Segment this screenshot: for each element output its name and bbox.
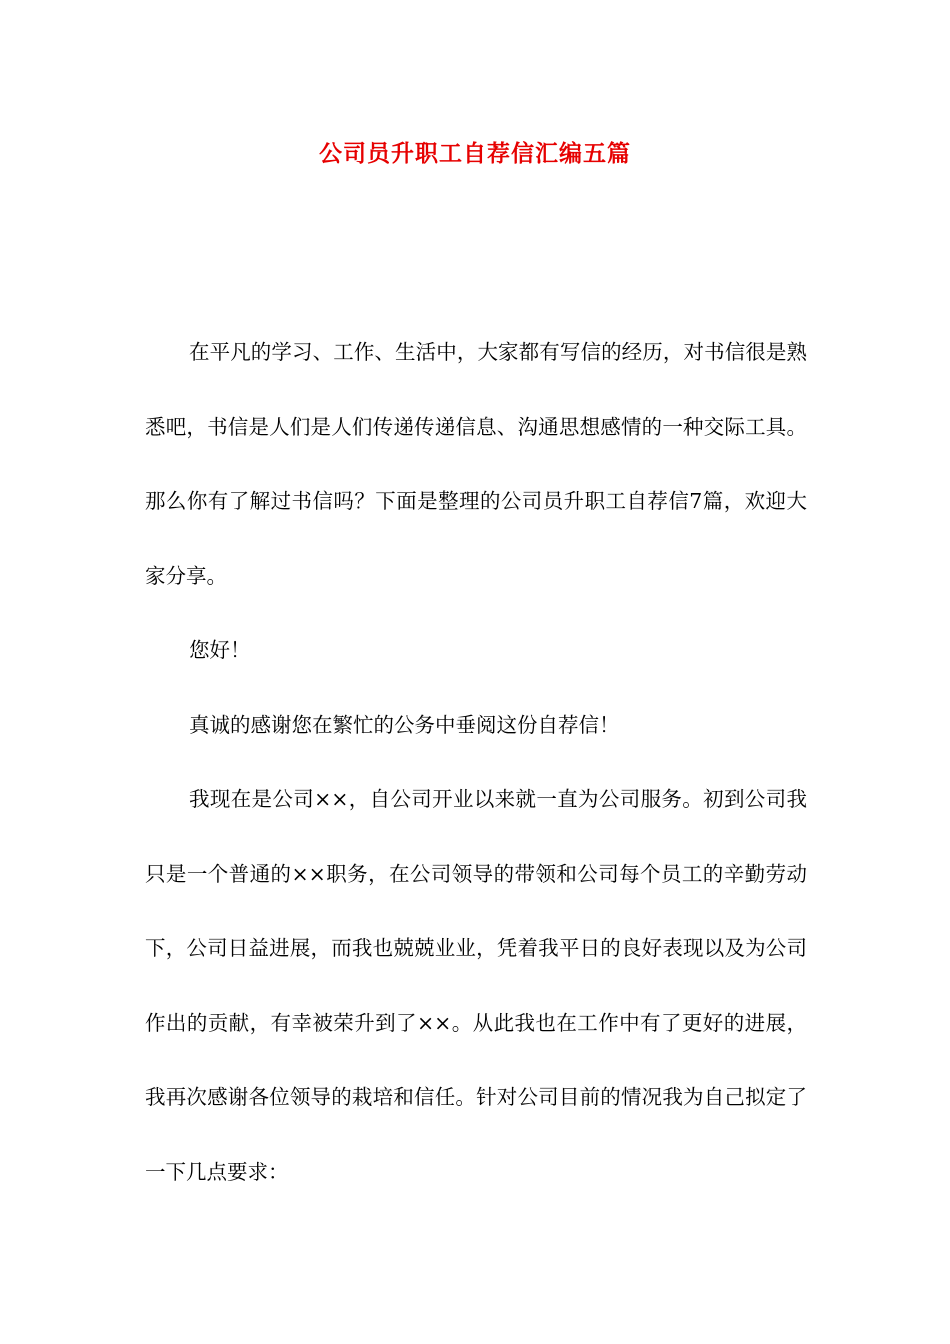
thanks-paragraph: 真诚的感谢您在繁忙的公务中垂阅这份自荐信！ <box>189 712 620 737</box>
document-title: 公司员升职工自荐信汇编五篇 <box>319 140 631 167</box>
body-paragraph: 我现在是公司××，自公司开业以来就一直为公司服务。初到公司我只是一个普通的××职务，在公司领导的带领和公司每个员工的辛勤劳动下，公司日益进展，而我也兢兢业业，凭着我平日的良好表现以及为公司作出的贡献，有幸被荣升到了××。从此我也在工作中有了更好的进展，我再次感谢各位领导的栽培和信任。针对公司目前的情况我为自己拟定了一下几点要求： <box>145 787 807 1184</box>
greeting-paragraph: 您好！ <box>189 638 251 662</box>
intro-paragraph: 在平凡的学习、工作、生活中，大家都有写信的经历，对书信很是熟悉吧，书信是人们是人们传递传递信息、沟通思想感情的一种交际工具。那么你有了解过书信吗？下面是整理的公司员升职工自荐信7篇，欢迎大家分享。 <box>145 340 807 588</box>
document-body <box>145 315 807 1209</box>
